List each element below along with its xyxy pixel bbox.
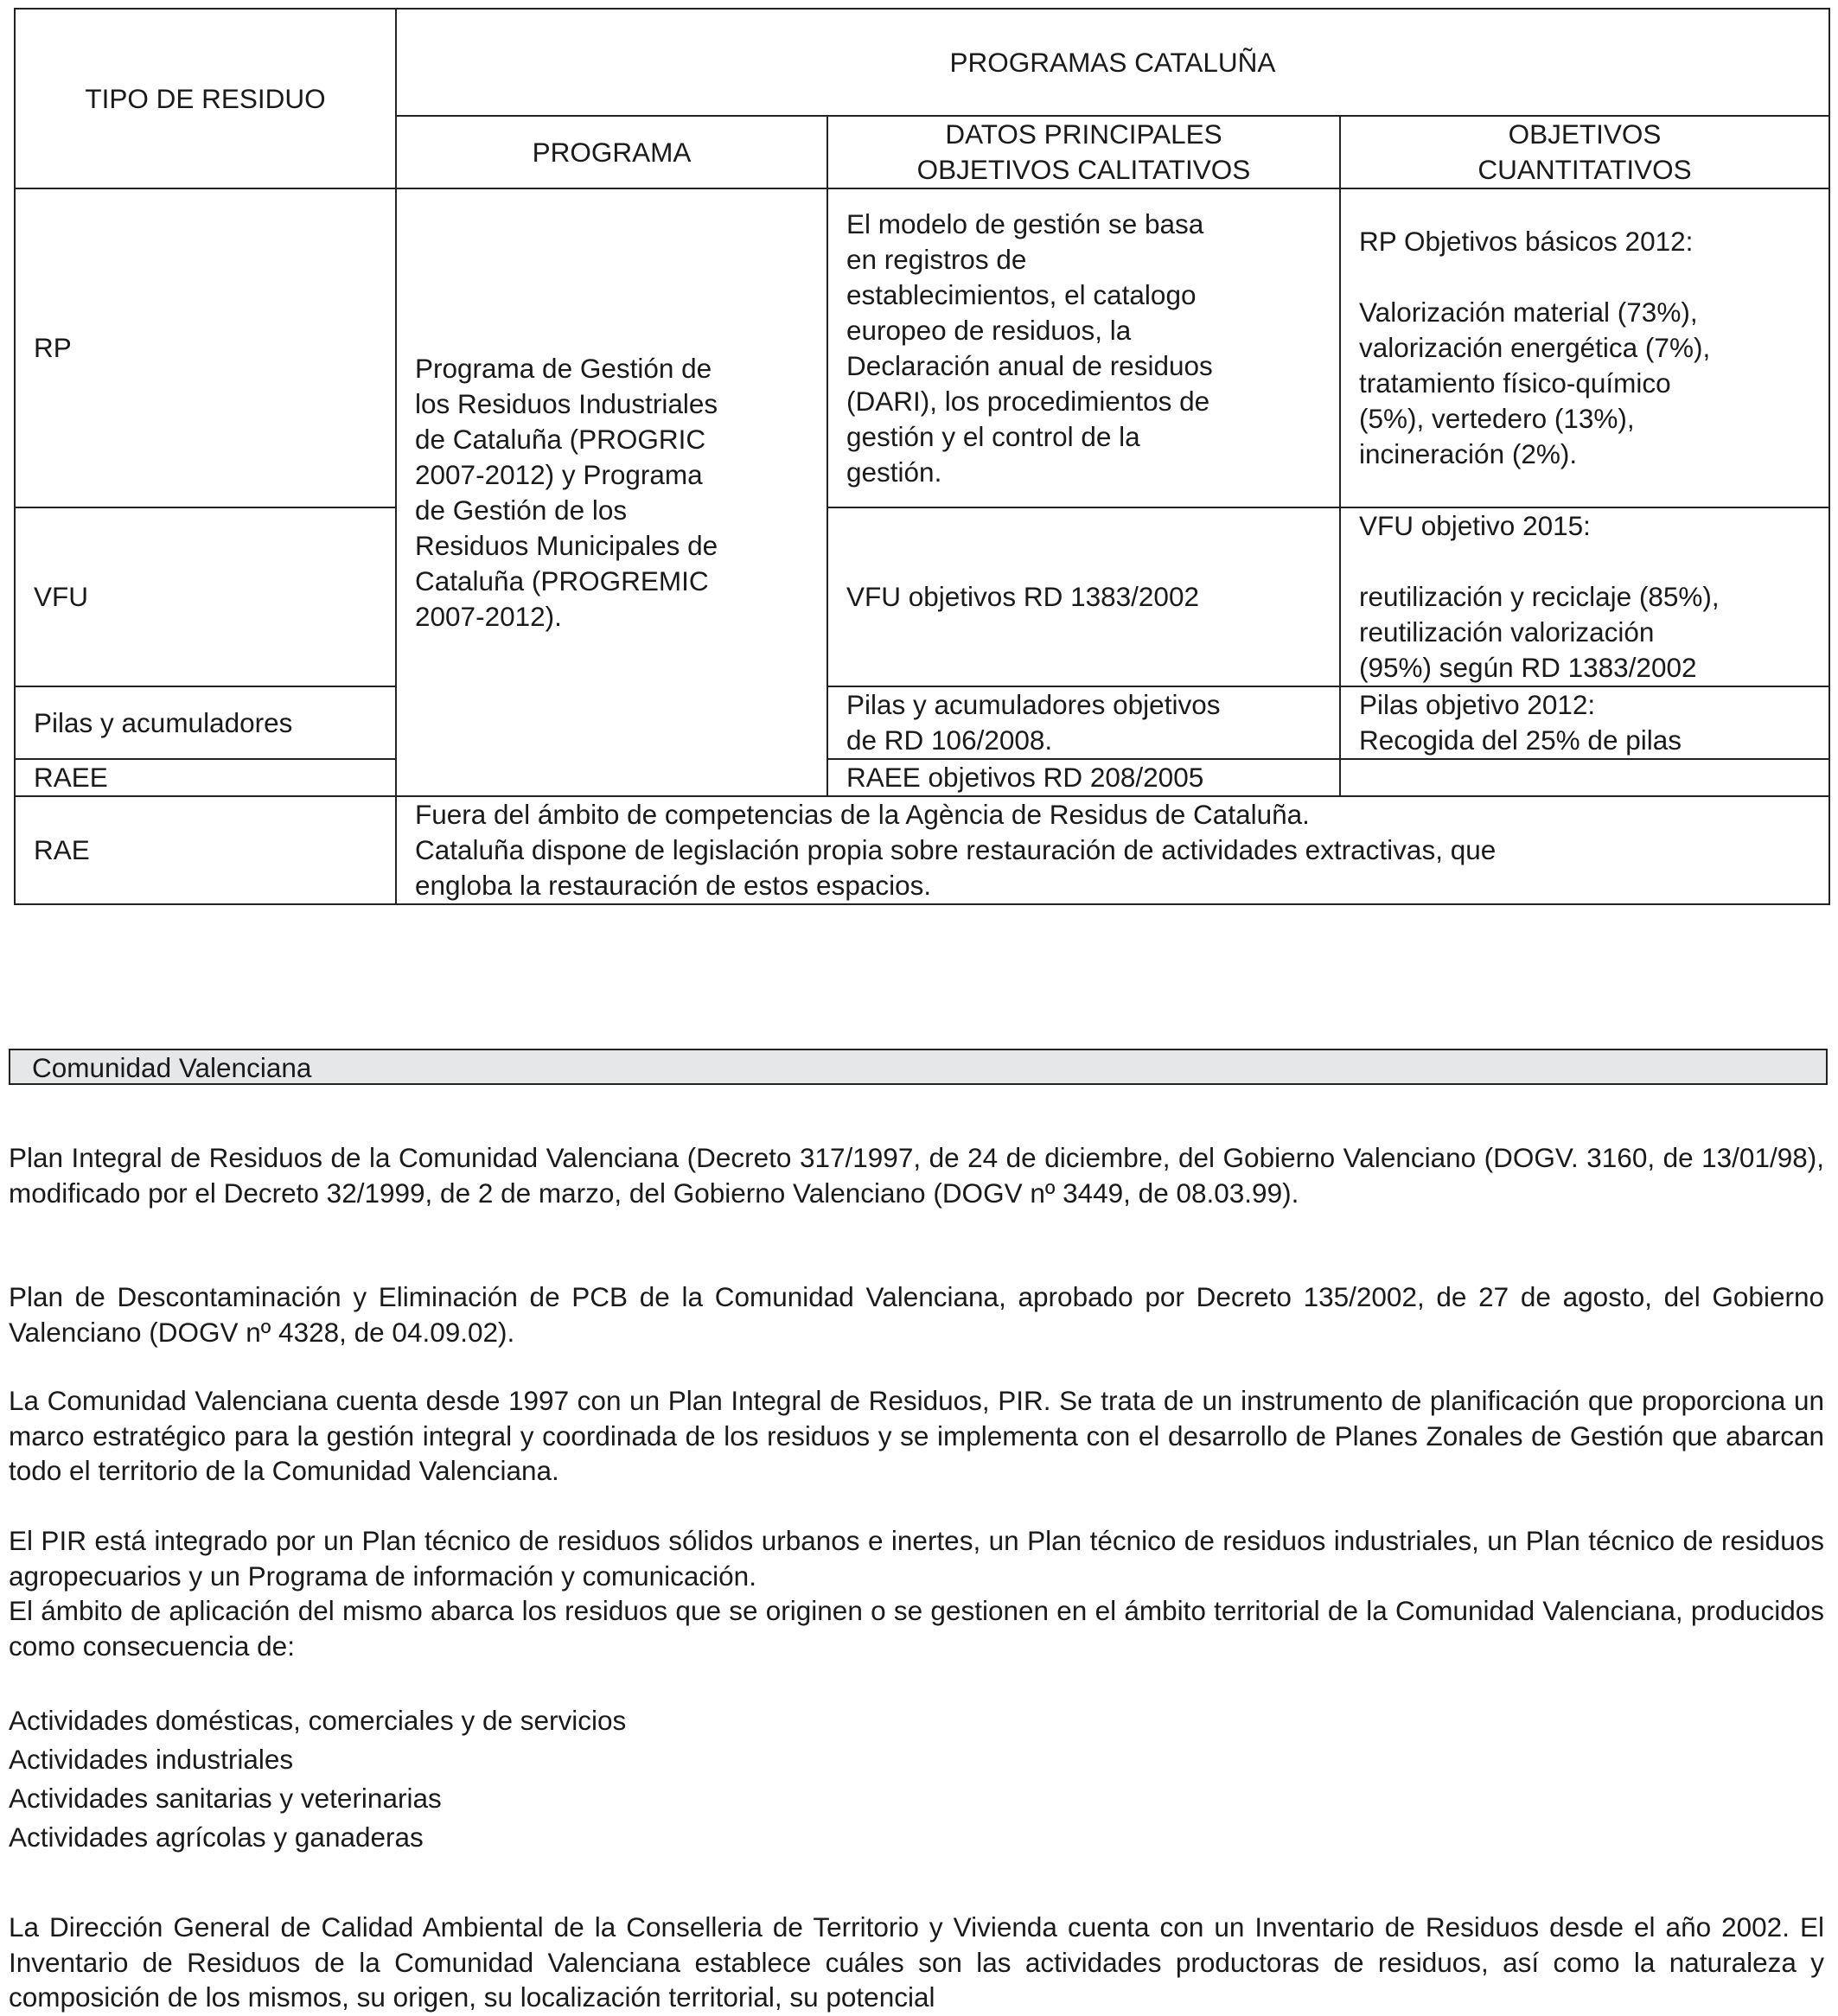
table-row [15,759,1829,796]
tipo-cell: RAEE [15,759,396,796]
list-item: Actividades industriales [9,1744,294,1775]
programa-cell: Programa de Gestión de los Residuos Industriales de Cataluña (PROGRIC 2007-2012) y Programa de Gestión de los Residuos Municipales de Cataluña (PROGREMIC 2007-2012). [396,188,827,796]
datos-cell: RAEE objetivos RD 208/2005 [827,759,1340,796]
actividades-list [9,1701,1824,1857]
list-item: Actividades agrícolas y ganaderas [9,1821,424,1853]
objetivos-cell: Pilas objetivo 2012: Recogida del 25% de pilas [1340,686,1829,759]
table-row [15,507,1829,686]
objetivos-cell: RP Objetivos básicos 2012: Valorización material (73%), valorización energética (7%), tratamiento físico-químico (5%), vertedero (13%), incineración (2%). [1340,188,1829,507]
paragraph-inventario: La Dirección General de Calidad Ambiental de la Conselleria de Territorio y Vivienda cuenta con un Inventario de Residuos desde el año 2002. El Inventario de Residuos de la Comunidad Valenciana establece cuáles son las actividades productoras de residuos, así como la naturaleza y composición de los mismos, su origen, su localización territorial, su potencial [9,1911,1824,2013]
table-row-rae [15,796,1829,904]
table-row [15,188,1829,507]
table-header-row [15,9,1829,116]
header-programas-cataluna: PROGRAMAS CATALUÑA [396,9,1829,116]
list-item: Actividades sanitarias y veterinarias [9,1783,442,1814]
table-row [15,686,1829,759]
paragraph-pir-composicion: El PIR está integrado por un Plan técnico de residuos sólidos urbanos e inertes, un Plan técnico de residuos industriales, un Plan técnico de residuos agropecuarios y un Programa de información y comunicación. [9,1525,1824,1592]
header-datos-principales: DATOS PRINCIPALES OBJETIVOS CALITATIVOS [827,116,1340,188]
datos-cell: El modelo de gestión se basa en registros de establecimientos, el catalogo europeo de residuos, la Declaración anual de residuos (DARI), los procedimientos de gestión y el control de la gestión. [827,188,1340,507]
tipo-cell: RAE [15,796,396,904]
paragraph-pir-intro: La Comunidad Valenciana cuenta desde 1997 con un Plan Integral de Residuos, PIR. Se trata de un instrumento de planificación que proporciona un marco estratégico para la gestión integral y coordinada de los residuos y se implementa con el desarrollo de Planes Zonales de Gestión que abarcan todo el territorio de la Comunidad Valenciana. [9,1385,1824,1486]
header-objetivos-cuantitativos: OBJETIVOS CUANTITATIVOS [1340,116,1829,188]
list-item: Actividades domésticas, comerciales y de servicios [9,1705,627,1736]
section-title: Comunidad Valenciana [32,1052,312,1083]
objetivos-cell [1340,759,1829,796]
objetivos-cell: VFU objetivo 2015: reutilización y reciclaje (85%), reutilización valorización (95%) según RD 1383/2002 [1340,507,1829,686]
header-programa: PROGRAMA [396,116,827,188]
tipo-cell: RP [15,188,396,507]
programas-cataluna-table [14,8,1830,905]
tipo-cell: Pilas y acumuladores [15,686,396,759]
datos-cell: Pilas y acumuladores objetivos de RD 106/2008. [827,686,1340,759]
datos-cell: VFU objetivos RD 1383/2002 [827,507,1340,686]
paragraph-plan-integral: Plan Integral de Residuos de la Comunidad Valenciana (Decreto 317/1997, de 24 de diciembre, del Gobierno Valenciano (DOGV. 3160, de 13/01/98), modificado por el Decreto 32/1999, de 2 de marzo, del Gobierno Valenciano (DOGV nº 3449, de 08.03.99). [9,1142,1824,1209]
section-header-comunidad-valenciana [9,1049,1828,1085]
paragraph-ambito-aplicacion: El ámbito de aplicación del mismo abarca los residuos que se originen o se gestionen en el ámbito territorial de la Comunidad Valenciana, producidos como consecuencia de: [9,1595,1824,1662]
rae-text-cell: Fuera del ámbito de competencias de la Agència de Residus de Cataluña. Cataluña dispone de legislación propia sobre restauración de actividades extractivas, que engloba la restauración de estos espacios. [396,796,1829,904]
header-tipo-de-residuo: TIPO DE RESIDUO [15,9,396,188]
tipo-cell: VFU [15,507,396,686]
paragraph-plan-pcb: Plan de Descontaminación y Eliminación de PCB de la Comunidad Valenciana, aprobado por Decreto 135/2002, de 27 de agosto, del Gobierno Valenciano (DOGV nº 4328, de 04.09.02). [9,1281,1824,1348]
